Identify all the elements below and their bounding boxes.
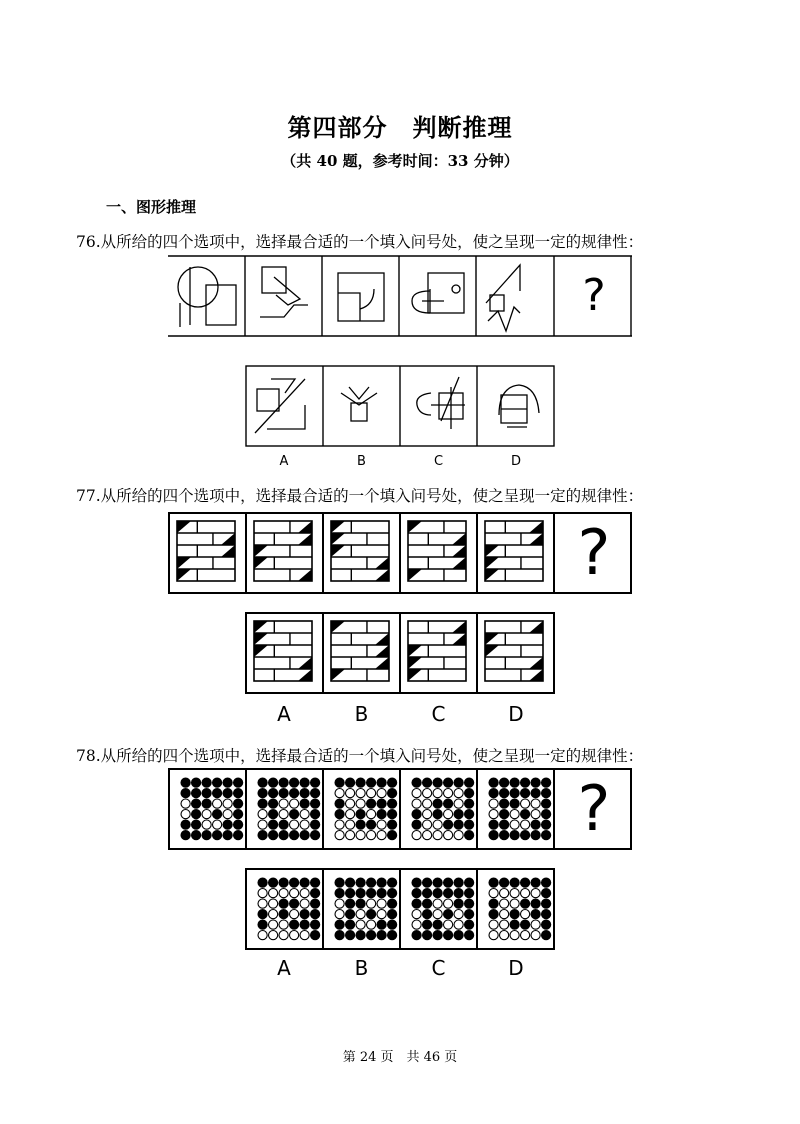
q77-figure-2 xyxy=(254,521,312,581)
q76-option-b-label[interactable]: B xyxy=(357,454,366,469)
q76-figure-3 xyxy=(338,273,384,321)
page-footer: 第 24 页 共 46 页 xyxy=(342,1050,458,1065)
question-77-prompt xyxy=(76,484,643,506)
question-number: 77. xyxy=(76,487,101,505)
q76-option-a-figure[interactable] xyxy=(255,379,305,433)
q78-option-b-label[interactable]: B xyxy=(354,956,369,980)
q76-option-d-label[interactable]: D xyxy=(510,454,521,469)
q76-option-c-figure[interactable] xyxy=(417,377,465,429)
q78-option-c-label[interactable]: C xyxy=(431,956,446,980)
q78-option-c-figure xyxy=(412,878,474,940)
q78-option-d-figure xyxy=(489,878,551,940)
question-number: 78. xyxy=(76,747,101,765)
q77-figure-5 xyxy=(485,521,543,581)
q76-question-mark: ? xyxy=(582,270,606,321)
q77-figure-1 xyxy=(177,521,235,581)
question-76-prompt xyxy=(76,230,643,252)
q76-option-d-figure[interactable] xyxy=(499,385,539,427)
q77-figure-4 xyxy=(408,521,466,581)
q77-figure-3 xyxy=(331,521,389,581)
q78-figure-3 xyxy=(335,778,397,840)
q77-options-row xyxy=(245,612,555,694)
q76-options-row xyxy=(245,365,555,447)
question-text: 从所给的四个选项中，选择最合适的一个填入问号处，使之呈现一定的规律性： xyxy=(100,487,644,505)
q77-option-d-figure xyxy=(485,621,543,681)
q78-option-a-figure xyxy=(258,878,320,940)
q76-figure-4 xyxy=(412,273,464,313)
q78-option-d-label[interactable]: D xyxy=(508,956,524,980)
q77-option-c-label[interactable]: C xyxy=(431,702,446,726)
q78-figure-2 xyxy=(258,778,320,840)
q76-option-c-label[interactable]: C xyxy=(433,454,444,469)
section-heading: 一、图形推理 xyxy=(106,198,197,216)
q77-question-mark: ? xyxy=(577,516,611,589)
q77-option-d-label[interactable]: D xyxy=(508,702,524,726)
q78-question-mark: ? xyxy=(577,772,611,845)
question-text: 从所给的四个选项中，选择最合适的一个填入问号处，使之呈现一定的规律性： xyxy=(100,233,644,251)
q78-options-row xyxy=(245,868,555,950)
q76-figure-5 xyxy=(486,265,520,331)
q77-option-c-figure xyxy=(408,621,466,681)
question-text: 从所给的四个选项中，选择最合适的一个填入问号处，使之呈现一定的规律性： xyxy=(100,747,644,765)
page-title: 第四部分 判断推理 xyxy=(287,114,513,142)
q77-option-a-label[interactable]: A xyxy=(277,702,291,726)
q78-figure-4 xyxy=(412,778,474,840)
q76-option-a-label[interactable]: A xyxy=(279,454,289,469)
q76-figure-2 xyxy=(260,267,308,317)
page-subtitle: （共 40 题，参考时间：33 分钟） xyxy=(281,152,519,170)
q78-option-a-label[interactable]: A xyxy=(277,956,291,980)
q78-option-b-figure xyxy=(335,878,397,940)
q77-option-b-label[interactable]: B xyxy=(354,702,369,726)
q78-figure-5 xyxy=(489,778,551,840)
q77-option-b-figure xyxy=(331,621,389,681)
question-number: 76. xyxy=(76,233,101,251)
q77-option-a-figure xyxy=(254,621,312,681)
q76-option-b-figure[interactable] xyxy=(341,387,377,421)
question-78-prompt xyxy=(76,744,643,766)
q76-figure-1 xyxy=(178,267,236,327)
q78-figure-1 xyxy=(181,778,243,840)
